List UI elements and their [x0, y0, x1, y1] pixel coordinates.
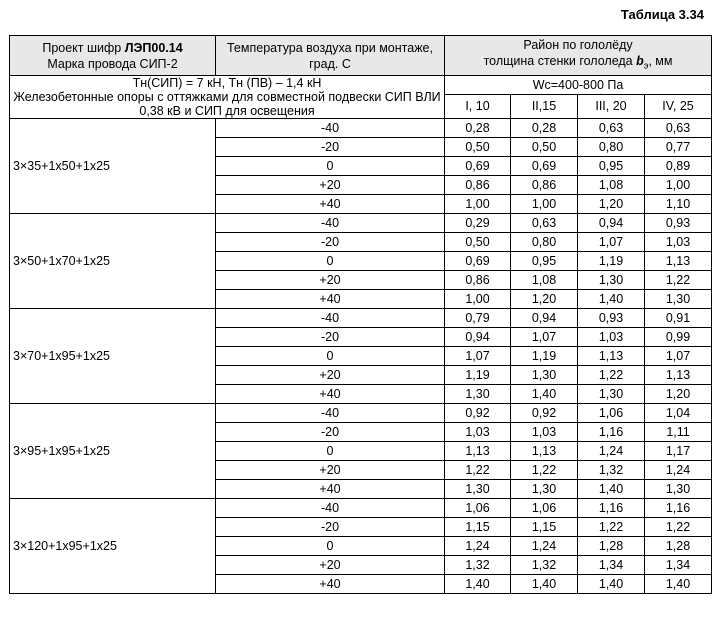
sag-value-cell: 1,40 [445, 575, 511, 594]
temperature-cell: +20 [216, 271, 445, 290]
sag-value-cell: 1,00 [511, 195, 578, 214]
sag-value-cell: 1,30 [645, 480, 712, 499]
sag-value-cell: 1,13 [511, 442, 578, 461]
sag-table [9, 35, 712, 594]
sag-value-cell: 0,99 [645, 328, 712, 347]
table-row [10, 404, 712, 423]
sag-value-cell: 0,69 [445, 252, 511, 271]
sag-value-cell: 0,63 [645, 119, 712, 138]
sag-value-cell: 1,22 [445, 461, 511, 480]
sag-value-cell: 1,06 [511, 499, 578, 518]
district-header: II,15 [511, 95, 578, 119]
sag-value-cell: 1,19 [445, 366, 511, 385]
sag-value-cell: 0,95 [578, 157, 645, 176]
table-body [10, 119, 712, 594]
sag-value-cell: 1,08 [578, 176, 645, 195]
header-ice-symbol: b [636, 54, 644, 69]
sag-value-cell: 1,24 [578, 442, 645, 461]
sag-value-cell: 0,80 [578, 138, 645, 157]
sag-value-cell: 1,22 [645, 518, 712, 537]
temperature-cell: +40 [216, 480, 445, 499]
sag-value-cell: 1,17 [645, 442, 712, 461]
sag-value-cell: 1,34 [578, 556, 645, 575]
sag-value-cell: 1,22 [578, 518, 645, 537]
sag-value-cell: 0,79 [445, 309, 511, 328]
header-ice-sub: э [643, 60, 649, 71]
sag-value-cell: 0,86 [445, 176, 511, 195]
sag-value-cell: 0,50 [511, 138, 578, 157]
table-caption: Таблица 3.34 [620, 7, 704, 22]
sag-value-cell: 1,03 [645, 233, 712, 252]
sag-value-cell: 1,13 [445, 442, 511, 461]
sag-value-cell: 1,04 [645, 404, 712, 423]
sag-value-cell: 1,06 [445, 499, 511, 518]
sag-value-cell: 0,95 [511, 252, 578, 271]
sag-value-cell: 1,22 [511, 461, 578, 480]
sag-value-cell: 0,69 [511, 157, 578, 176]
temperature-cell: 0 [216, 442, 445, 461]
table-row [10, 214, 712, 233]
sag-value-cell: 0,50 [445, 138, 511, 157]
district-header: I, 10 [445, 95, 511, 119]
sag-value-cell: 1,19 [511, 347, 578, 366]
sag-value-cell: 1,20 [511, 290, 578, 309]
sag-value-cell: 1,20 [645, 385, 712, 404]
header-project-code: ЛЭП00.14 [124, 40, 183, 55]
sag-value-cell: 0,63 [578, 119, 645, 138]
sag-value-cell: 0,63 [511, 214, 578, 233]
sag-value-cell: 1,20 [578, 195, 645, 214]
sag-value-cell: 0,80 [511, 233, 578, 252]
sag-value-cell: 1,15 [511, 518, 578, 537]
sag-value-cell: 0,94 [578, 214, 645, 233]
sag-value-cell: 1,06 [578, 404, 645, 423]
temperature-cell: +40 [216, 195, 445, 214]
sag-value-cell: 1,13 [578, 347, 645, 366]
sag-value-cell: 1,16 [645, 499, 712, 518]
tension-note: Тн(СИП) = 7 кН, Тн (ПВ) – 1,4 кН [132, 76, 322, 90]
table-row [10, 309, 712, 328]
header-wire-brand: Марка провода СИП-2 [47, 56, 178, 71]
sag-value-cell: 1,24 [511, 537, 578, 556]
sag-value-cell: 1,30 [645, 290, 712, 309]
table-row [10, 499, 712, 518]
temperature-cell: -20 [216, 328, 445, 347]
temperature-cell: 0 [216, 537, 445, 556]
sag-value-cell: 1,07 [645, 347, 712, 366]
temperature-cell: 0 [216, 252, 445, 271]
sag-value-cell: 1,07 [578, 233, 645, 252]
sag-value-cell: 1,13 [645, 366, 712, 385]
sag-value-cell: 1,30 [511, 480, 578, 499]
sag-value-cell: 1,15 [445, 518, 511, 537]
temperature-cell: 0 [216, 347, 445, 366]
sag-value-cell: 0,50 [445, 233, 511, 252]
sag-value-cell: 0,86 [445, 271, 511, 290]
sag-value-cell: 1,03 [578, 328, 645, 347]
sag-value-cell: 1,22 [578, 366, 645, 385]
sag-value-cell: 1,03 [445, 423, 511, 442]
temperature-cell: -40 [216, 119, 445, 138]
sag-value-cell: 1,40 [511, 575, 578, 594]
district-header: III, 20 [578, 95, 645, 119]
sag-value-cell: 1,00 [445, 195, 511, 214]
header-ice-thickness: толщина стенки гололеда [483, 54, 637, 69]
sag-value-cell: 1,28 [578, 537, 645, 556]
sag-value-cell: 1,16 [578, 499, 645, 518]
sag-value-cell: 0,86 [511, 176, 578, 195]
wire-type-cell: 3×95+1х95+1х25 [10, 404, 216, 499]
sag-value-cell: 0,91 [645, 309, 712, 328]
sag-value-cell: 0,77 [645, 138, 712, 157]
sag-value-cell: 1,40 [578, 575, 645, 594]
header-project-prefix: Проект шифр [42, 40, 125, 55]
sag-value-cell: 1,40 [578, 480, 645, 499]
sag-value-cell: 1,30 [445, 385, 511, 404]
sag-value-cell: 0,69 [445, 157, 511, 176]
sag-value-cell: 0,29 [445, 214, 511, 233]
sag-value-cell: 1,08 [511, 271, 578, 290]
temperature-cell: 0 [216, 157, 445, 176]
header-row [10, 36, 712, 76]
sag-value-cell: 1,03 [511, 423, 578, 442]
sag-value-cell: 1,32 [578, 461, 645, 480]
wire-type-cell: 3×50+1х70+1х25 [10, 214, 216, 309]
sag-value-cell: 1,11 [645, 423, 712, 442]
support-note: Железобетонные опоры с оттяжками для совместной подвески СИП ВЛИ 0,38 кВ и СИП для освещения [13, 90, 441, 118]
temperature-cell: -20 [216, 233, 445, 252]
sag-value-cell: 0,92 [445, 404, 511, 423]
sag-value-cell: 1,00 [645, 176, 712, 195]
temperature-cell: -20 [216, 138, 445, 157]
sag-value-cell: 1,40 [578, 290, 645, 309]
sag-value-cell: 1,40 [645, 575, 712, 594]
sag-value-cell: 0,94 [511, 309, 578, 328]
sag-value-cell: 1,24 [445, 537, 511, 556]
sag-value-cell: 1,32 [511, 556, 578, 575]
header-ice-district [445, 36, 712, 76]
sag-value-cell: 1,30 [445, 480, 511, 499]
sag-value-cell: 1,32 [445, 556, 511, 575]
sag-value-cell: 1,13 [645, 252, 712, 271]
table-row [10, 119, 712, 138]
sag-value-cell: 1,19 [578, 252, 645, 271]
temperature-cell: -20 [216, 423, 445, 442]
header-ice-unit: , мм [648, 54, 673, 69]
temperature-cell: -40 [216, 404, 445, 423]
sag-value-cell: 1,24 [645, 461, 712, 480]
sag-value-cell: 1,22 [645, 271, 712, 290]
header-temperature: Температура воздуха при монтаже, град. С [216, 36, 445, 76]
sag-value-cell: 1,34 [645, 556, 712, 575]
sag-value-cell: 0,89 [645, 157, 712, 176]
conditions-cell [10, 76, 445, 119]
temperature-cell: +20 [216, 366, 445, 385]
temperature-cell: +40 [216, 290, 445, 309]
sag-value-cell: 1,07 [445, 347, 511, 366]
sag-value-cell: 0,94 [445, 328, 511, 347]
wire-type-cell: 3×70+1х95+1х25 [10, 309, 216, 404]
wire-type-cell: 3×35+1х50+1х25 [10, 119, 216, 214]
temperature-cell: +40 [216, 575, 445, 594]
sag-value-cell: 0,93 [578, 309, 645, 328]
sag-value-cell: 1,16 [578, 423, 645, 442]
sag-value-cell: 1,30 [578, 385, 645, 404]
wind-pressure: Wс=400-800 Па [445, 76, 712, 95]
sag-value-cell: 0,28 [445, 119, 511, 138]
header-project [10, 36, 216, 76]
header-ice-title: Район по гололёду [523, 38, 633, 53]
sag-value-cell: 0,92 [511, 404, 578, 423]
temperature-cell: -20 [216, 518, 445, 537]
sag-value-cell: 1,30 [578, 271, 645, 290]
sag-value-cell: 0,28 [511, 119, 578, 138]
temperature-cell: +20 [216, 176, 445, 195]
sag-value-cell: 0,93 [645, 214, 712, 233]
sag-value-cell: 1,07 [511, 328, 578, 347]
temperature-cell: +20 [216, 556, 445, 575]
sag-value-cell: 1,00 [445, 290, 511, 309]
sag-value-cell: 1,30 [511, 366, 578, 385]
conditions-row-1 [10, 76, 712, 95]
temperature-cell: -40 [216, 309, 445, 328]
wire-type-cell: 3×120+1х95+1х25 [10, 499, 216, 594]
sag-value-cell: 1,28 [645, 537, 712, 556]
temperature-cell: -40 [216, 214, 445, 233]
sag-value-cell: 1,40 [511, 385, 578, 404]
temperature-cell: +40 [216, 385, 445, 404]
sag-value-cell: 1,10 [645, 195, 712, 214]
temperature-cell: -40 [216, 499, 445, 518]
temperature-cell: +20 [216, 461, 445, 480]
district-header: IV, 25 [645, 95, 712, 119]
